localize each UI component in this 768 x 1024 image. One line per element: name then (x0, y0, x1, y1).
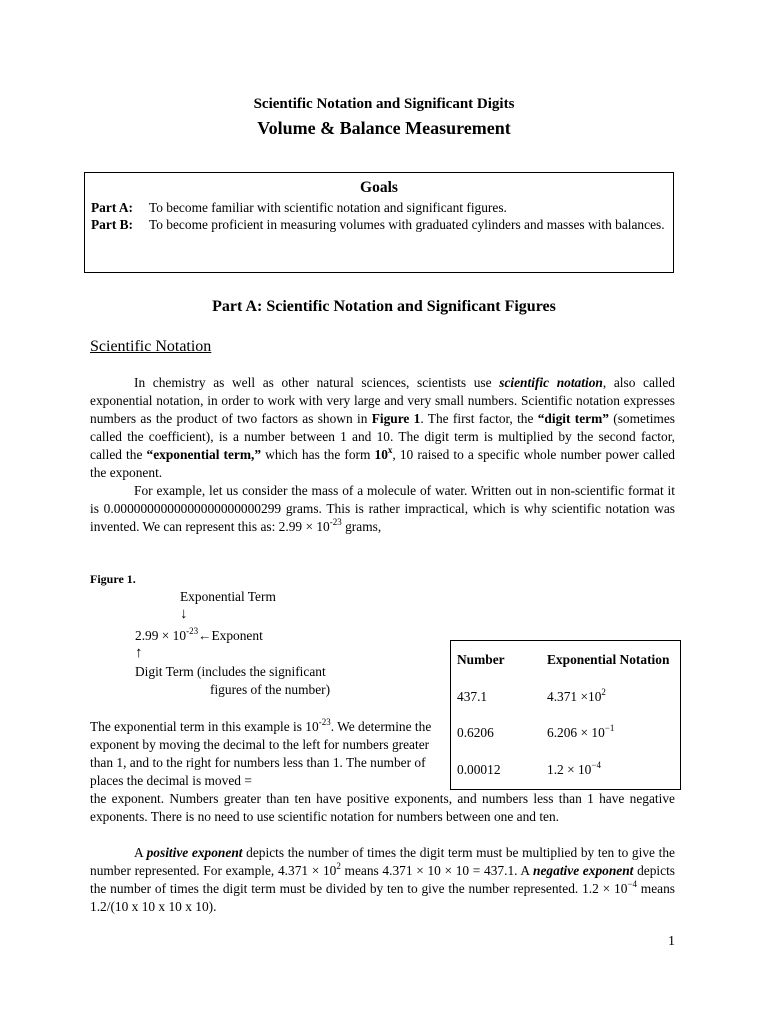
exponent-paragraph-cont: the exponent. Numbers greater than ten have positive exponents, and numbers less than 1 have negative exponents. There is no need to use scientific notation for numbers between one and ten. (90, 791, 675, 824)
subsection-heading: Scientific Notation (90, 338, 212, 355)
figure-digit-term-cont: figures of the number) (210, 682, 331, 697)
figure-digit-term: Digit Term (includes the significant (135, 664, 326, 679)
table-header-notation: Exponential Notation (547, 651, 670, 667)
positive-exponent-paragraph: A positive exponent depicts the number of times the digit term must be multiplied by ten to give the number represented. For example, $4.371 \times 10^2$ means 4.371 × 10 × 10 = 437.1. A negative exponent depicts the number of times the digit term must be divided by ten to give the number represented. $1.2 \times 10^{-4}$ means 1.2/(10 x 10 x 10 x 10). (90, 845, 676, 914)
document-title: Scientific Notation and Significant Digits (253, 96, 515, 112)
goal-part-b-text: To become proficient in measuring volumes with graduated cylinders and masses with balances. (149, 217, 665, 232)
down-arrow-icon: ↓ (180, 606, 188, 622)
document-subtitle: Volume & Balance Measurement (257, 118, 511, 138)
intro-paragraph-2: For example, let us consider the mass of a molecule of water. Written out in non-scientific format it is 0.0000000000000000000000299 grams. This is rather impractical, which is why scientific notation was invented. We can represent this as: $2.99 \times 10^{-23}$ grams, (90, 483, 675, 534)
figure-example-value: $2.99 \times 10^{-23}\leftarrow Exponent$ (135, 626, 263, 643)
goals-box (84, 172, 674, 273)
figure-exponential-term: Exponential Term (180, 589, 276, 604)
goal-part-a-label: Part A: (91, 200, 134, 215)
table-row: 437.1 $4.371 \times 10^2$ (457, 686, 606, 704)
table-row: 0.6206 $6.206 \times 10^{-1}$ (457, 723, 615, 741)
table-row: 0.00012 $1.2 \times 10^{-4}$ (457, 760, 601, 778)
table-header-number: Number (457, 651, 505, 667)
exponent-paragraph: The exponential term in this example is $10^{-23}$. We determine the exponent by moving the decimal to the left for numbers greater than 1, and to the right for numbers less than 1. The number of places the decimal is moved = (90, 717, 432, 788)
page-number: 1 (668, 934, 675, 949)
section-heading-part-a: Part A: Scientific Notation and Significant Figures (212, 298, 556, 315)
notation-table (450, 640, 681, 790)
left-arrow-icon: ← (198, 628, 212, 643)
intro-paragraphs (90, 374, 675, 536)
up-arrow-icon: ↑ (135, 645, 143, 661)
goal-part-b-label: Part B: (91, 217, 134, 232)
figure-label: Figure 1. (90, 572, 136, 586)
goal-part-a-text: To become familiar with scientific notation and significant figures. (149, 200, 507, 215)
table-header-row (451, 641, 681, 679)
goals-heading: Goals (360, 179, 398, 196)
intro-paragraph-1: In chemistry as well as other natural sciences, scientists use scientific notation, also called exponential notation, in order to work with very large and very small numbers. Scientific notation expresses numbers as the product of two factors as shown in Figure 1. The first factor, the “digit term” (sometimes called the coefficient), is a number between 1 and 10. The digit term is multiplied by the second factor, called the “exponential term,” which has the form 10$^x$, 10 raised to a specific whole number power called the exponent. (90, 375, 675, 480)
